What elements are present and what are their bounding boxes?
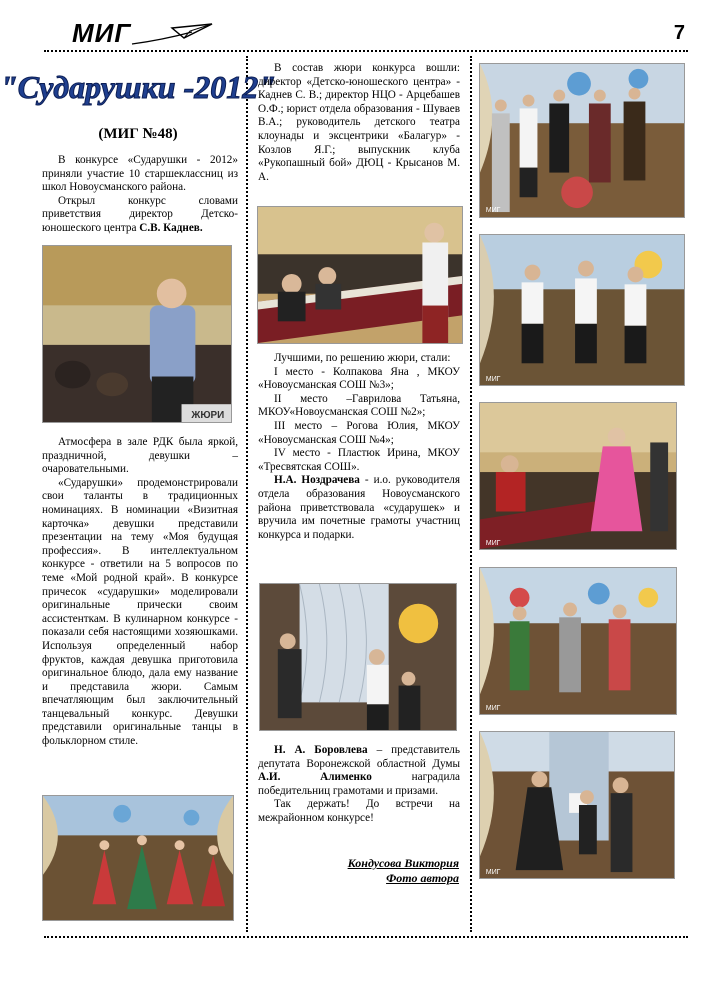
opening-paragraph: Открыл конкурс словами приветствия директор Детско-юношеского центра С.В. Каднев. [42,194,238,234]
photo-stage-trio [479,234,685,386]
photo-jury-table [257,206,463,344]
col2-closing [258,744,460,826]
column-divider-1 [246,56,248,932]
photo-folk-dance [42,795,234,921]
winners-intro: Лучшими, по решению жюри, стали: [274,352,451,364]
borovleva-paragraph: Н. А. Боровлева – представитель депутата Воронежской областной Думы А.И. Алименко наградила победительниц грамотами и призами. [258,744,460,797]
col2-jury [258,62,460,184]
photo-stamp: МИГ [485,540,501,548]
borovleva-name: Н. А. Боровлева [274,744,368,756]
photo-stamp: МИГ [485,376,501,384]
paper-plane-icon [72,14,222,54]
issue-number: (МИГ №48) [98,126,178,142]
atmosphere-paragraph: Атмосфера в зале РДК была яркой, праздничной, девушки – очаровательными. [42,436,238,476]
nozdracheva-name: Н.А. Ноздрачева [274,474,360,487]
nozdracheva-paragraph: Н.А. Ноздрачева - и.о. руководителя отдела образования Новоусманского района приветствовала «сударушек» и вручила им почетные грамоты участниц конкурса и подарки. [258,474,460,541]
photo-stamp: МИГ [485,869,501,877]
headline-title-text: "Сударушки -2012" [0,69,276,105]
signature [348,856,459,886]
signature-author: Кондусова Виктория [347,856,459,870]
col2-winners [258,352,460,542]
photo-stage-lineup [479,63,685,218]
place-2: II место –Гаврилова Татьяна, МКОУ«Новоусманская СОШ №2»; [258,392,460,419]
logo-text: МИГ [72,18,132,48]
bottom-rule [44,936,688,938]
column-divider-2 [470,56,472,932]
nominations-paragraph: «Сударушки» продемонстрировали свои таланты в традиционных номинациях. В номинации «Визитная карточка» девушки представили презентации на тему «Моя будущая профессия». В интеллектуальном конкурсе - ответили на 5 вопросов по теме «Мой родной край». В конкурсе причесок «сударушки» моделировали оригинальные прически своим ассистенткам. В кулинарном конкурсе - показали себя настоящими хозяюшками. Используя определенный набор фруктов, каждая девушка приготовила оригинальное блюдо, дала ему название и представила жюри. Самым впечатляющим был заключительный танцевальный конкурс. Девушки представили оригинальные танцы в фольклорном стиле. [42,476,238,748]
closing-paragraph: Так держать! До встречи на межрайонном конкурсе! [258,798,460,824]
photo-presenter [42,245,232,423]
place-4: IV место - Пластюк Ирина, МКОУ «Тресвятская СОШ». [258,447,460,473]
photo-awarding [479,731,675,879]
signature-photo: Фото автора [386,871,459,885]
photo-stamp: МИГ [485,705,501,713]
jury-paragraph: В состав жюри конкурса вошли: директор «Детско-юношеского центра» - Каднев С. В.; директор НЦО - Арцебашев О.Ф.; юрист отдела образования - Шуваев В.А.; руководитель детского театра клоунады и эксцентрики «Балагур» - Козлов Я.Г.; выпускник клуба «Рукопашный бой» ДЮЦ - Крысанов М. А. [258,62,460,183]
col1-body [42,436,238,749]
photo-award-ceremony [259,583,457,731]
col1-intro [42,154,238,236]
photo-contestant-pink [479,402,677,550]
jury-sign: ЖЮРИ [191,410,225,422]
photo-stamp: МИГ [485,207,501,215]
mig-logo [72,14,222,54]
photo-costumes [479,567,677,715]
place-3: III место – Рогова Юлия, МКОУ «Новоусманская СОШ №4»; [258,419,460,446]
top-rule [44,50,688,52]
place-1: I место - Колпакова Яна , МКОУ «Новоусманская СОШ №3»; [258,365,460,392]
page-number: 7 [673,22,685,44]
director-name: С.В. Каднев. [139,221,203,234]
alimenko-name: А.И. Алименко [258,771,372,784]
headline-title [0,58,276,114]
intro-paragraph: В конкурсе «Сударушки - 2012» приняли участие 10 старшеклассниц из школ Новоусманского района. [42,154,238,194]
